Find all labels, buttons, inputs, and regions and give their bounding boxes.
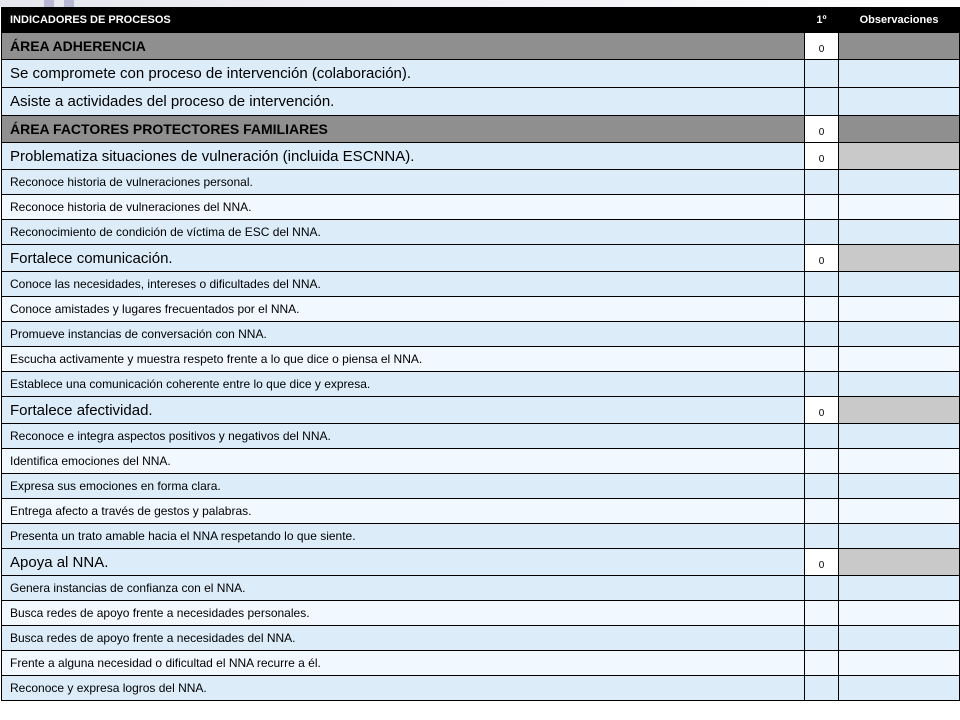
table-row — [2, 626, 960, 651]
first-evaluation-cell[interactable] — [805, 116, 839, 143]
observations-column-header: Observaciones — [839, 8, 960, 33]
indicator-label: Fortalece afectividad. — [2, 397, 805, 424]
first-evaluation-cell[interactable] — [805, 33, 839, 60]
indicator-label: Entrega afecto a través de gestos y palabras. — [2, 499, 805, 524]
observations-cell[interactable] — [839, 322, 960, 347]
observations-cell[interactable] — [839, 116, 960, 143]
table-header-row — [2, 8, 960, 33]
observations-cell[interactable] — [839, 549, 960, 576]
table-body — [2, 33, 960, 701]
subarea-row — [2, 397, 960, 424]
indicator-label: Problematiza situaciones de vulneración (incluida ESCNNA). — [2, 143, 805, 170]
table-row — [2, 272, 960, 297]
first-evaluation-cell[interactable] — [805, 195, 839, 220]
table-row — [2, 576, 960, 601]
first-evaluation-cell[interactable] — [805, 245, 839, 272]
table-row — [2, 195, 960, 220]
first-evaluation-cell[interactable] — [805, 88, 839, 116]
indicator-label: ÁREA ADHERENCIA — [2, 33, 805, 60]
table-row — [2, 449, 960, 474]
indicator-label: Reconoce e integra aspectos positivos y negativos del NNA. — [2, 424, 805, 449]
area-row — [2, 33, 960, 60]
first-evaluation-cell[interactable] — [805, 272, 839, 297]
first-evaluation-cell[interactable] — [805, 297, 839, 322]
table-row — [2, 170, 960, 195]
observations-cell[interactable] — [839, 474, 960, 499]
first-evaluation-cell[interactable] — [805, 220, 839, 245]
observations-cell[interactable] — [839, 297, 960, 322]
indicator-label: Frente a alguna necesidad o dificultad el NNA recurre a él. — [2, 651, 805, 676]
observations-cell[interactable] — [839, 524, 960, 549]
first-evaluation-cell[interactable] — [805, 170, 839, 195]
table-row — [2, 372, 960, 397]
first-evaluation-cell[interactable] — [805, 676, 839, 701]
subarea-row — [2, 549, 960, 576]
first-evaluation-cell[interactable] — [805, 372, 839, 397]
indicator-label: Busca redes de apoyo frente a necesidades personales. — [2, 601, 805, 626]
observations-cell[interactable] — [839, 449, 960, 474]
observations-cell[interactable] — [839, 651, 960, 676]
indicator-label: Establece una comunicación coherente entre lo que dice y expresa. — [2, 372, 805, 397]
indicator-label: Reconocimiento de condición de víctima de ESC del NNA. — [2, 220, 805, 245]
indicator-label: Genera instancias de confianza con el NNA. — [2, 576, 805, 601]
observations-cell[interactable] — [839, 195, 960, 220]
observations-cell[interactable] — [839, 347, 960, 372]
process-indicators-table — [1, 7, 960, 701]
observations-cell[interactable] — [839, 499, 960, 524]
table-row — [2, 424, 960, 449]
indicator-label: Escucha activamente y muestra respeto frente a lo que dice o piensa el NNA. — [2, 347, 805, 372]
subarea-row — [2, 88, 960, 116]
subarea-row — [2, 60, 960, 88]
area-row — [2, 116, 960, 143]
first-evaluation-cell[interactable] — [805, 524, 839, 549]
table-row — [2, 474, 960, 499]
score-value: 0 — [818, 153, 825, 165]
subarea-row — [2, 245, 960, 272]
indicator-label: Identifica emociones del NNA. — [2, 449, 805, 474]
first-evaluation-cell[interactable] — [805, 601, 839, 626]
decoration-stripe — [44, 0, 54, 7]
score-value: 0 — [818, 255, 825, 267]
table-row — [2, 676, 960, 701]
indicator-label: Reconoce y expresa logros del NNA. — [2, 676, 805, 701]
first-column-header: 1º — [805, 8, 839, 33]
indicator-label: Conoce las necesidades, intereses o dificultades del NNA. — [2, 272, 805, 297]
first-evaluation-cell[interactable] — [805, 549, 839, 576]
first-evaluation-cell[interactable] — [805, 449, 839, 474]
indicator-label: ÁREA FACTORES PROTECTORES FAMILIARES — [2, 116, 805, 143]
observations-cell[interactable] — [839, 397, 960, 424]
observations-cell[interactable] — [839, 88, 960, 116]
first-evaluation-cell[interactable] — [805, 651, 839, 676]
observations-cell[interactable] — [839, 601, 960, 626]
observations-cell[interactable] — [839, 272, 960, 297]
indicator-label: Busca redes de apoyo frente a necesidades del NNA. — [2, 626, 805, 651]
table-row — [2, 651, 960, 676]
table-row — [2, 499, 960, 524]
indicator-label: Reconoce historia de vulneraciones del NNA. — [2, 195, 805, 220]
observations-cell[interactable] — [839, 626, 960, 651]
table-row — [2, 524, 960, 549]
top-decoration-strip — [0, 0, 960, 7]
indicator-column-header: INDICADORES DE PROCESOS — [2, 8, 805, 33]
observations-cell[interactable] — [839, 143, 960, 170]
score-value: 0 — [818, 559, 825, 571]
observations-cell[interactable] — [839, 245, 960, 272]
score-value: 0 — [818, 407, 825, 419]
first-evaluation-cell[interactable] — [805, 143, 839, 170]
table-row — [2, 347, 960, 372]
observations-cell[interactable] — [839, 576, 960, 601]
table-row — [2, 297, 960, 322]
observations-cell[interactable] — [839, 220, 960, 245]
first-evaluation-cell[interactable] — [805, 626, 839, 651]
first-evaluation-cell[interactable] — [805, 347, 839, 372]
indicator-label: Se compromete con proceso de intervención (colaboración). — [2, 60, 805, 88]
indicator-label: Conoce amistades y lugares frecuentados por el NNA. — [2, 297, 805, 322]
first-evaluation-cell[interactable] — [805, 576, 839, 601]
score-value: 0 — [818, 126, 825, 138]
first-evaluation-cell[interactable] — [805, 397, 839, 424]
decoration-stripe — [64, 0, 74, 7]
first-evaluation-cell[interactable] — [805, 60, 839, 88]
observations-cell[interactable] — [839, 424, 960, 449]
indicator-label: Asiste a actividades del proceso de intervención. — [2, 88, 805, 116]
indicator-label: Expresa sus emociones en forma clara. — [2, 474, 805, 499]
score-value: 0 — [818, 43, 825, 55]
first-evaluation-cell[interactable] — [805, 322, 839, 347]
indicator-label: Apoya al NNA. — [2, 549, 805, 576]
observations-cell[interactable] — [839, 676, 960, 701]
table-row — [2, 601, 960, 626]
indicator-label: Presenta un trato amable hacia el NNA respetando lo que siente. — [2, 524, 805, 549]
observations-cell[interactable] — [839, 60, 960, 88]
indicator-label: Fortalece comunicación. — [2, 245, 805, 272]
table-row — [2, 220, 960, 245]
first-evaluation-cell[interactable] — [805, 474, 839, 499]
subarea-row — [2, 143, 960, 170]
indicator-label: Reconoce historia de vulneraciones personal. — [2, 170, 805, 195]
observations-cell[interactable] — [839, 170, 960, 195]
table-row — [2, 322, 960, 347]
indicator-label: Promueve instancias de conversación con NNA. — [2, 322, 805, 347]
first-evaluation-cell[interactable] — [805, 424, 839, 449]
observations-cell[interactable] — [839, 372, 960, 397]
observations-cell[interactable] — [839, 33, 960, 60]
first-evaluation-cell[interactable] — [805, 499, 839, 524]
